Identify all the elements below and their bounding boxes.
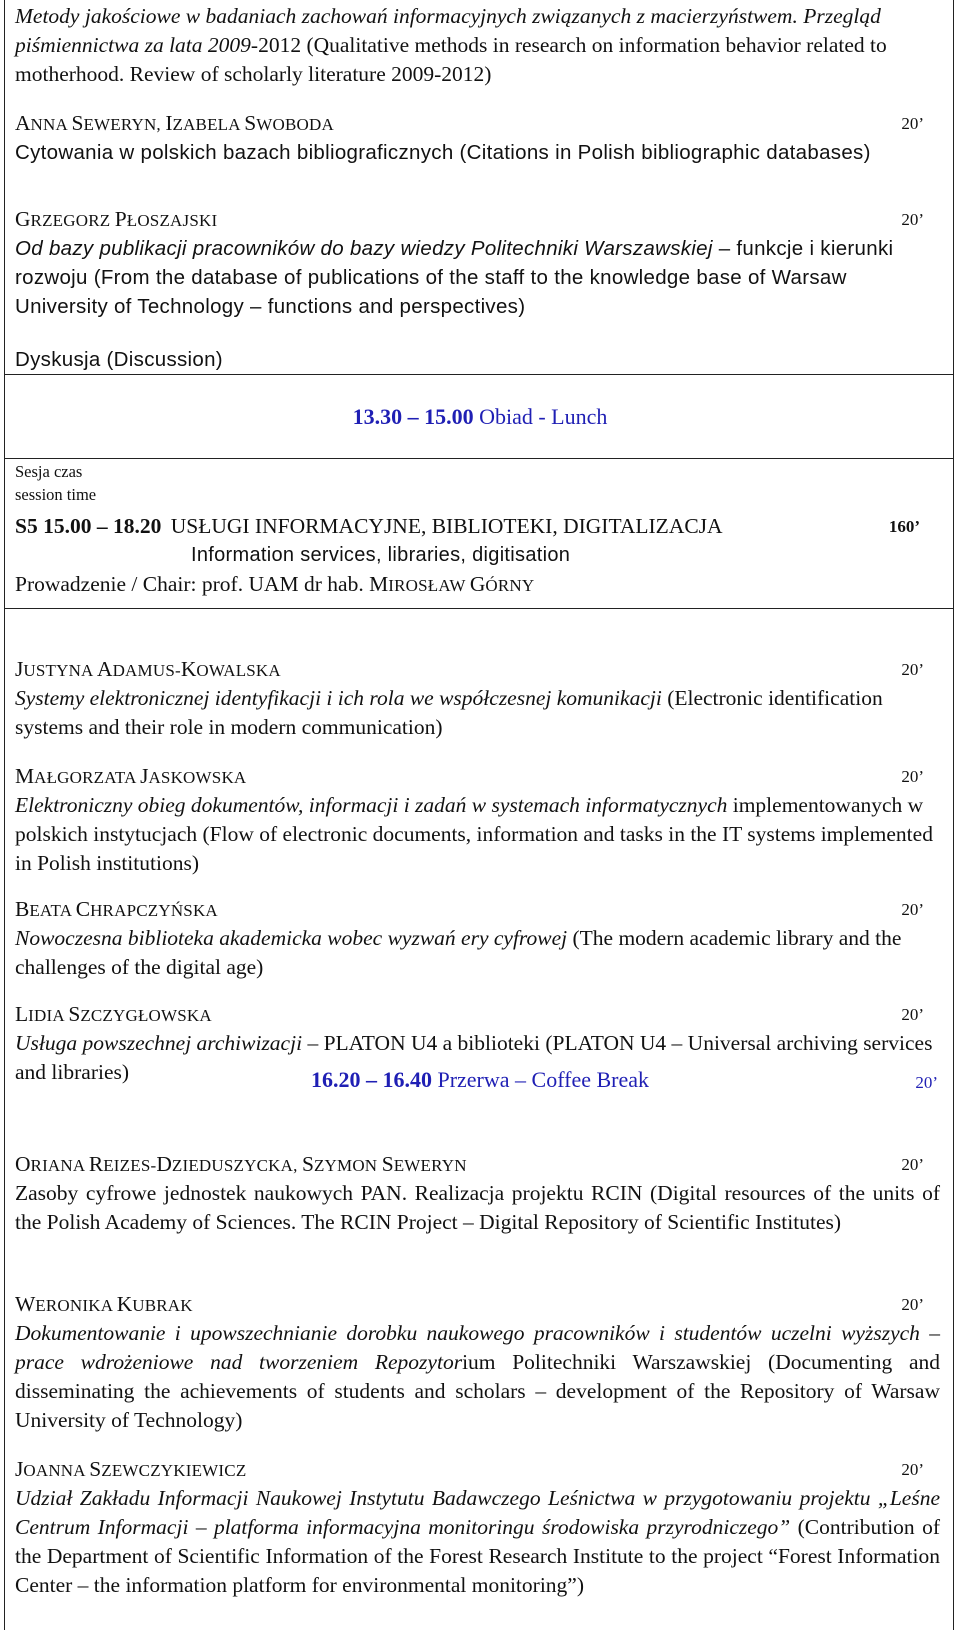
talk [15,1150,940,1237]
session5-subtitle: Information services, libraries, digitisation [191,544,571,566]
intro-title-italic-2: Przegląd piśmiennictwa za lata 2009- [15,4,881,57]
author-initial: J [15,1457,24,1481]
intro-talk-title [15,2,940,89]
chair-name [369,572,534,596]
author-name-rest: RIANA [30,1156,89,1175]
author-name-rest: RZEGORZ [30,211,115,230]
author-name-rest: EWERYN [393,1156,467,1175]
divider [4,608,954,609]
author-initial: I [165,111,173,135]
author-name-rest: IDIA [28,1006,69,1025]
talk-title-italic: Dokumentowanie i upowszechnianie dorobku naukowego pracowników i studentów uczelni wyższych – prace wdrożeniowe nad tworzeniem Repozytor [15,1321,940,1374]
author-initial: C [75,897,91,921]
talk-title-italic: Udział Zakładu Informacji Naukowej Instytutu Badawczego Leśnictwa w przygotowaniu projektu „Leśne Centrum Informacji – platforma informacyjna monitoringu środowiska przyrodniczego” [15,1486,940,1539]
author-name-rest: ZIEDUSZYCKA, [171,1156,302,1175]
talk-title [15,924,940,982]
author-names [15,111,334,135]
coffee-label: Przerwa – Coffee Break [437,1067,650,1092]
session5-code: S5 15.00 – 18.20 [15,514,162,538]
author-name-rest: OANNA [23,1461,90,1480]
author-name-rest: ZABELA [172,115,245,134]
author-initial: P [114,207,127,231]
author-initial: S [89,1457,102,1481]
talk-title [15,684,940,742]
session-time-label-pl: Sesja czas [15,462,83,481]
author-name-rest: DAMUS- [112,661,181,680]
talk-s4-1 [15,205,940,321]
author-initial: S [301,1152,314,1176]
talk-duration: 20’ [901,1155,924,1174]
talk-duration: 20’ [901,660,924,679]
author-name-rest: ZEWCZYKIEWICZ [101,1461,247,1480]
author-initial: G [469,572,486,596]
author-initial: W [15,1292,36,1316]
talk [15,1455,940,1600]
talk-title [15,138,940,167]
lunch-label: Obiad - Lunch [479,404,608,429]
intro-title-rest: 2012 (Qualitative methods in research on information behavior related to motherhood. Review of scholarly literature 2009-2012) [15,33,887,86]
author-name-rest: ERONIKA [35,1296,117,1315]
author-names [15,897,218,921]
author-initial: A [15,111,31,135]
talk-title-italic: Systemy elektronicznej identyfikacji i ich rola we współczesnej komunikacji [15,686,662,710]
author-name-rest: OWALSKA [196,661,281,680]
talk-authors [15,205,940,234]
talk-authors [15,109,940,138]
author-initial: L [15,1002,29,1026]
talk-authors [15,1455,940,1484]
talk-duration: 20’ [901,114,924,133]
talk-duration: 20’ [901,1005,924,1024]
talk-title [15,1319,940,1435]
talk-title-italic: Elektroniczny obieg dokumentów, informacji i zadań w systemach informatycznych [15,793,728,817]
talk-authors [15,1290,940,1319]
talk-title-italic: Od bazy publikacji pracowników do bazy wiedzy Politechniki Warszawskiej [15,237,713,260]
talk-title-text: (The modern academic library and the challenges of the digital age) [15,926,902,979]
talk-authors [15,1000,940,1029]
author-names [15,1292,193,1316]
author-name-rest: ŁOSZAJSKI [126,211,218,230]
author-initial: J [15,657,24,681]
author-initial: B [15,897,30,921]
talk-title-text: implementowanych w polskich instytucjach (Flow of electronic documents, information and tasks in the IT systems implemented in Polish institutions) [15,793,933,875]
author-names [15,1002,212,1026]
author-names [15,764,246,788]
talk-title-text: – PLATON U4 a biblioteki (PLATON U4 – Universal archiving services and libraries) [15,1031,933,1084]
talk-title [15,1484,940,1600]
author-initial: S [71,111,84,135]
lunch-time: 13.30 – 15.00 [352,404,474,429]
talk [15,655,940,742]
author-name-rest: ASKOWSKA [148,768,247,787]
talk-duration: 20’ [901,210,924,229]
author-initial: K [116,1292,133,1316]
author-initial: M [15,764,35,788]
author-initial: J [140,764,149,788]
author-initial: G [15,207,31,231]
author-name-rest: EWERYN, [83,115,166,134]
talk-title [15,1179,940,1237]
author-name-rest: ZCZYGŁOWSKA [80,1006,212,1025]
coffee-duration: 20’ [915,1073,938,1092]
coffee-break [0,1065,960,1094]
talk-title [15,791,940,878]
author-initial: M [369,572,389,596]
author-name-rest: ÓRNY [485,576,535,595]
intro-title-italic-1: Metody jakościowe w badaniach zachowań informacyjnych związanych z macierzyństwem. [15,4,798,28]
talk-title-text: Zasoby cyfrowe jednostek naukowych PAN. Realizacja projektu RCIN (Digital resources of the units of the Polish Academy of Sciences. The RCIN Project – Digital Repository of Scientific Institutes) [15,1181,940,1234]
talk-duration: 20’ [901,1295,924,1314]
talk [15,895,940,982]
author-name-rest: EATA [29,901,76,920]
author-name-rest: AŁGORZATA [34,768,141,787]
discussion-label: Dyskusja (Discussion) [15,348,223,371]
author-initial: O [15,1152,31,1176]
talk [15,762,940,878]
talk-title-text: (Contribution of the Department of Scientific Information of the Forest Research Institute to the project “Forest Information Center – the information platform for environmental monitoring”) [15,1515,940,1597]
lunch-break [0,402,960,431]
talk-duration: 20’ [901,1460,924,1479]
talk-authors [15,655,940,684]
talk-title-text: ium Politechniki Warszawskiej (Documenting and disseminating the achievements of students and scholars – development of the Repository of Warsaw University of Technology) [15,1350,940,1432]
talk-title [15,234,940,321]
talk-authors [15,1150,940,1179]
author-initial: R [88,1152,104,1176]
session5-chair [15,570,940,600]
divider [4,458,954,459]
session-time-label [15,460,940,506]
author-initial: A [97,657,113,681]
session-time-label-en: session time [15,485,97,504]
author-initial: S [381,1152,394,1176]
talk-title-text: – funkcje i kierunki rozwoju (From the database of publications of the staff to the knowledge base of Warsaw University of Technology – functions and perspectives) [15,237,894,318]
talk-authors [15,762,940,791]
author-name-rest: WOBODA [256,115,334,134]
session5-duration: 160’ [888,517,920,536]
chair-prefix: Prowadzenie / Chair: prof. UAM dr hab. [15,572,370,596]
author-initial: S [68,1002,81,1026]
author-names [15,657,281,681]
talk-s4-0 [15,109,940,167]
talk-duration: 20’ [901,767,924,786]
author-names [15,207,217,231]
author-names [15,1152,467,1176]
author-name-rest: UBRAK [132,1296,193,1315]
talk-duration: 20’ [901,900,924,919]
author-initial: K [180,657,197,681]
session5-title: USŁUGI INFORMACYJNE, BIBLIOTEKI, DIGITALIZACJA [170,514,723,538]
coffee-time: 16.20 – 16.40 [310,1067,432,1092]
author-initial: S [244,111,257,135]
talk [15,1290,940,1435]
talk-title-text: Cytowania w polskich bazach bibliograficznych (Citations in Polish bibliographic databases) [15,141,871,164]
author-name-rest: NNA [30,115,72,134]
talk-authors [15,895,940,924]
author-name-rest: ZYMON [313,1156,382,1175]
author-names [15,1457,246,1481]
divider [4,374,954,375]
author-initial: D [156,1152,172,1176]
talk-title-italic: Nowoczesna biblioteka akademicka wobec wyzwań ery cyfrowej [15,926,568,950]
talk-title-text: (Electronic identification systems and their role in modern communication) [15,686,883,739]
author-name-rest: IROSŁAW [388,576,470,595]
author-name-rest: HRAPCZYŃSKA [90,901,218,920]
author-name-rest: EIZES- [103,1156,157,1175]
author-name-rest: USTYNA [23,661,98,680]
session5-header [15,512,940,600]
talk-title-italic: Usługa powszechnej archiwizacji [15,1031,303,1055]
